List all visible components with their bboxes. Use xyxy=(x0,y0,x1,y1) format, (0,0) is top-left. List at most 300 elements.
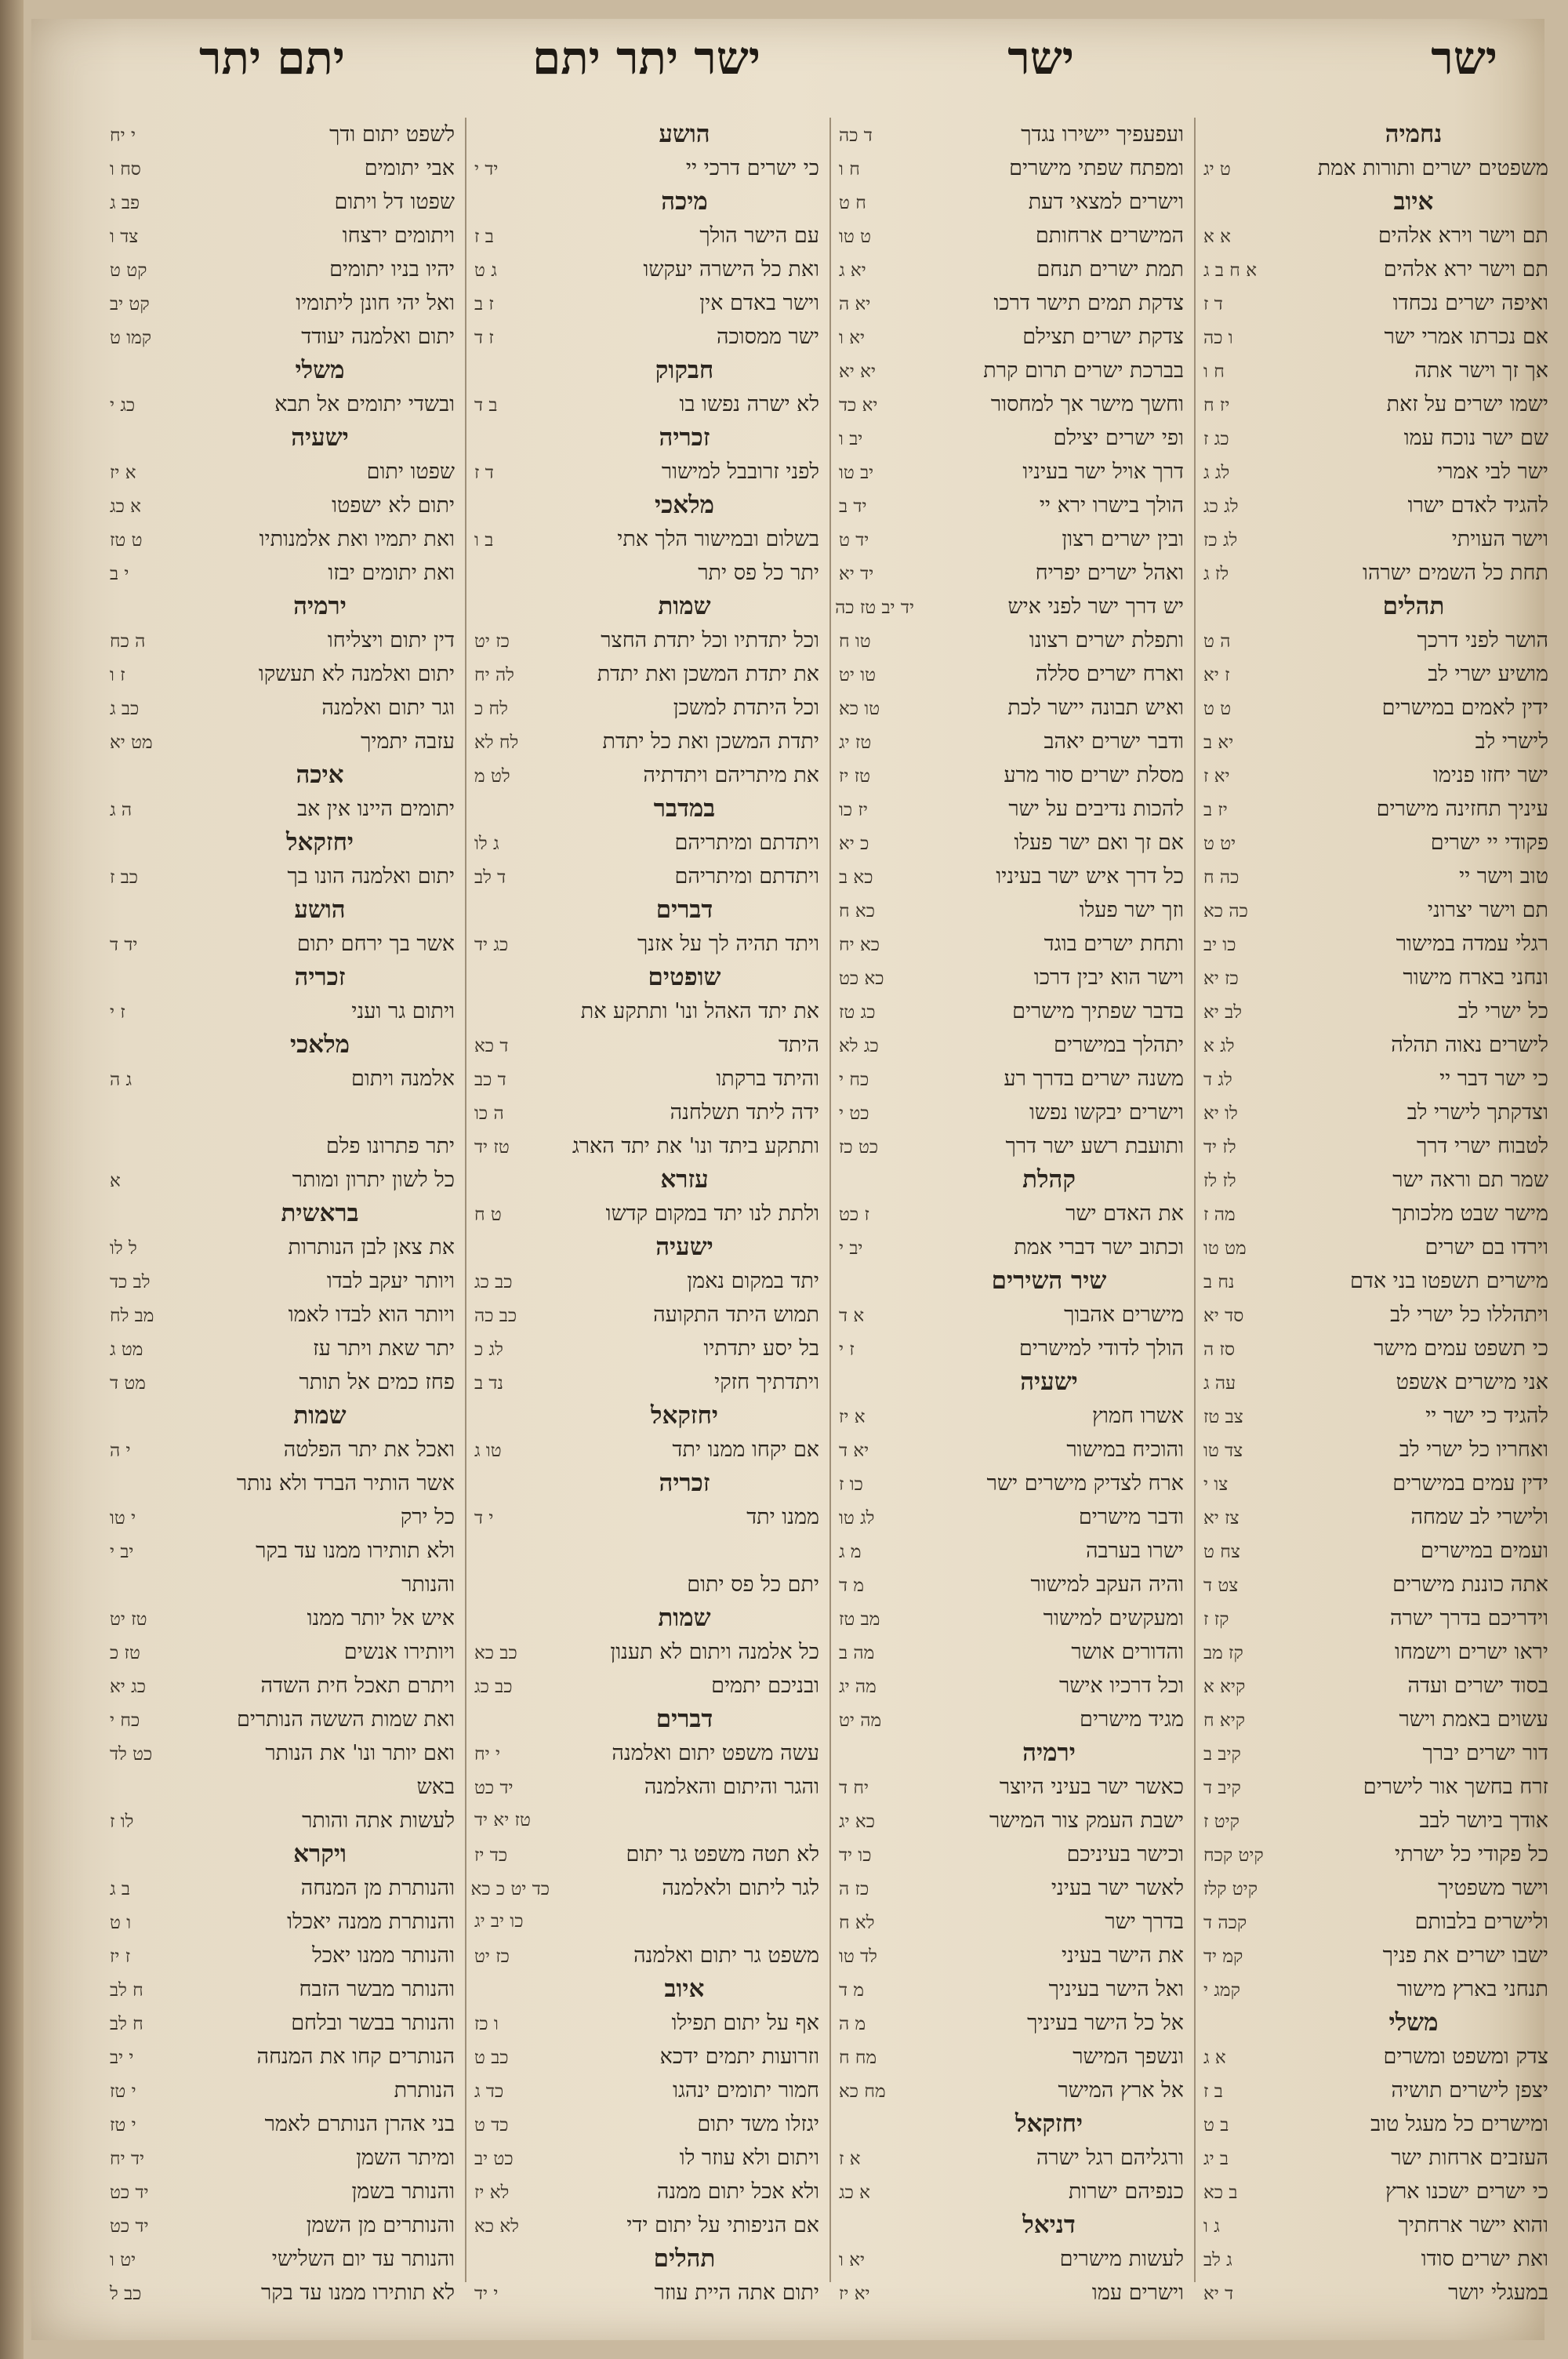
verse-fragment: ויותר הוא לבדו לאמו xyxy=(288,1303,455,1327)
verse-reference: מט ג xyxy=(110,1339,143,1360)
verse-reference: ז י xyxy=(839,1339,855,1360)
concordance-entry xyxy=(474,1804,819,1837)
verse-fragment: ורגליהם רגל ישרה xyxy=(1036,2146,1184,2170)
verse-reference: ט ט xyxy=(1203,699,1232,719)
verse-fragment: והנותר בשמן xyxy=(351,2179,455,2204)
verse-reference: כג טז xyxy=(839,1002,876,1023)
verse-fragment: ולא אכל יתום ממנה xyxy=(656,2179,819,2204)
concordance-entry xyxy=(839,185,1184,219)
concordance-entry xyxy=(839,893,1184,927)
verse-fragment: וחשך מישר אך למחסור xyxy=(990,392,1184,416)
verse-fragment: ודבר ישרים יאהב xyxy=(1044,729,1184,754)
verse-reference: טו ג xyxy=(474,1441,502,1461)
verse-fragment: יראו ישרים וישמחו xyxy=(1394,1640,1548,1664)
book-heading xyxy=(474,1163,819,1197)
verse-fragment: כאשר ישר בעיני היוצר xyxy=(999,1775,1184,1799)
verse-reference: קיט קלז xyxy=(1203,1879,1258,1899)
book-name: נחמיה xyxy=(1385,120,1443,148)
book-heading xyxy=(1203,185,1548,219)
concordance-entry xyxy=(110,1332,455,1365)
concordance-entry xyxy=(839,860,1184,893)
verse-reference: ח לב xyxy=(110,2014,143,2034)
verse-reference: כז יט xyxy=(474,631,510,652)
verse-reference: לא כא xyxy=(474,2216,519,2237)
verse-fragment: אני מישרים אשפט xyxy=(1396,1370,1548,1394)
verse-fragment: אם הניפותי על יתום ידי xyxy=(626,2213,819,2237)
book-heading xyxy=(110,590,455,623)
verse-fragment: ועפעפיך יישירו נגדך xyxy=(1021,122,1184,147)
concordance-entry xyxy=(839,657,1184,691)
book-heading xyxy=(474,1601,819,1635)
concordance-entry xyxy=(110,1669,455,1703)
book-heading xyxy=(110,826,455,860)
verse-fragment: עם הישר הולך xyxy=(699,224,819,248)
book-name: יחזקאל xyxy=(1014,2110,1083,2138)
concordance-entry xyxy=(474,1298,819,1332)
concordance-entry xyxy=(839,927,1184,961)
verse-reference: קז ז xyxy=(1203,1609,1229,1630)
verse-reference: לג כג xyxy=(1203,496,1239,517)
verse-reference: א ח ב ג xyxy=(1203,260,1258,281)
verse-fragment: תמת ישרים תנחם xyxy=(1036,257,1184,282)
verse-reference: ז י xyxy=(110,1002,125,1023)
verse-fragment: בני אהרן הנותרם לאמר xyxy=(264,2112,455,2136)
verse-reference: טז יט xyxy=(110,1609,147,1630)
concordance-entry xyxy=(1203,320,1548,354)
verse-fragment: ואת יתמיו ואת אלמנותיו xyxy=(259,527,455,551)
verse-reference: כז ה xyxy=(839,1879,869,1899)
concordance-entry xyxy=(1203,421,1548,455)
verse-reference: כו יב יג xyxy=(474,1911,524,1932)
verse-fragment: המישרים ארחותם xyxy=(1035,224,1184,248)
verse-reference: ט טז xyxy=(110,530,143,551)
verse-fragment: בדרך ישר xyxy=(1105,1910,1184,1934)
verse-fragment: וישר באדם אין xyxy=(699,291,819,315)
verse-fragment: תנחני בארץ מישור xyxy=(1396,1977,1548,2001)
concordance-entry xyxy=(1203,1230,1548,1264)
verse-reference: כה כא xyxy=(1203,901,1248,921)
concordance-entry xyxy=(1203,725,1548,758)
verse-fragment: מישר שבט מלכותך xyxy=(1392,1201,1548,1226)
verse-reference: כא יח xyxy=(839,935,880,955)
verse-fragment: ויתרם תאכל חית השדה xyxy=(260,1674,455,1698)
verse-reference: י יד xyxy=(474,2284,499,2304)
verse-reference: כא ח xyxy=(839,901,875,921)
verse-fragment: כל ישרי לב xyxy=(1457,999,1548,1023)
verse-fragment: אתה כוננת מישרים xyxy=(1392,1572,1548,1597)
verse-reference: כא כט xyxy=(839,969,884,989)
concordance-entry xyxy=(474,1264,819,1298)
verse-reference: לד טו xyxy=(839,1946,877,1967)
verse-fragment: ויותר יעקב לבדו xyxy=(326,1269,455,1293)
book-heading xyxy=(474,2242,819,2276)
verse-reference: קמ יד xyxy=(1203,1946,1243,1967)
verse-reference: מט יא xyxy=(110,732,153,753)
book-name: ישעיה xyxy=(1020,1368,1078,1396)
concordance-entry xyxy=(839,994,1184,1028)
verse-reference: כב כג xyxy=(474,1272,513,1292)
verse-fragment: תם וישר יצרוני xyxy=(1427,898,1548,922)
verse-fragment: במעגלי יושר xyxy=(1448,2281,1548,2305)
verse-reference: יב טו xyxy=(839,463,874,483)
concordance-entry xyxy=(1203,1601,1548,1635)
verse-fragment: וישר משפטיך xyxy=(1438,1876,1548,1900)
concordance-entry xyxy=(110,1298,455,1332)
concordance-entry xyxy=(110,455,455,489)
concordance-entry xyxy=(110,1264,455,1298)
concordance-entry xyxy=(110,1163,455,1197)
concordance-entry xyxy=(474,2276,819,2310)
verse-fragment: זרח בחשך אור לישרים xyxy=(1363,1775,1548,1799)
book-name: שופטים xyxy=(648,963,721,991)
verse-fragment: ישמו ישרים על זאת xyxy=(1386,392,1548,416)
verse-fragment: אודך ביושר לבב xyxy=(1419,1808,1548,1833)
concordance-entry xyxy=(110,2208,455,2242)
concordance-entry xyxy=(1203,994,1548,1028)
verse-fragment: אבי יתומים xyxy=(364,156,455,180)
concordance-entry xyxy=(474,1770,819,1804)
verse-fragment: שפטו דל ויתום xyxy=(334,190,455,214)
verse-fragment: ויתהללו כל ישרי לב xyxy=(1390,1303,1548,1327)
verse-fragment: כל ירק xyxy=(400,1505,455,1529)
verse-reference: מב לח xyxy=(110,1306,154,1326)
concordance-entry xyxy=(474,2006,819,2040)
verse-reference: ז ב xyxy=(474,294,494,314)
verse-reference: קט יב xyxy=(110,294,150,314)
concordance-entry xyxy=(839,1298,1184,1332)
verse-fragment: כל פקודי כל ישרתי xyxy=(1395,1842,1548,1866)
concordance-entry xyxy=(474,2141,819,2175)
verse-fragment: יהיו בניו יתומים xyxy=(329,257,455,282)
verse-reference: טז יג xyxy=(839,732,872,753)
verse-fragment: ולישרים בלבותם xyxy=(1414,1910,1548,1934)
verse-reference: ז ו xyxy=(110,665,125,685)
verse-reference: כז יא xyxy=(1203,969,1239,989)
concordance-entry xyxy=(839,623,1184,657)
verse-reference: יד ב xyxy=(839,496,867,517)
book-heading xyxy=(110,1028,455,1062)
concordance-entry xyxy=(474,1129,819,1163)
book-name: חבקוק xyxy=(655,356,714,384)
concordance-entry xyxy=(474,455,819,489)
verse-fragment: עיניך תחזינה מישרים xyxy=(1376,797,1548,821)
verse-fragment: לאשר ישר בעיני xyxy=(1051,1876,1184,1900)
book-heading xyxy=(474,961,819,994)
concordance-entry xyxy=(839,1062,1184,1096)
verse-fragment: ולישרי לב שמחה xyxy=(1410,1505,1548,1529)
concordance-entry xyxy=(110,151,455,185)
verse-fragment: ואת כל הישרה יעקשו xyxy=(643,257,819,282)
verse-fragment: והגר והיתום והאלמנה xyxy=(644,1775,819,1799)
verse-fragment: ומיתר השמן xyxy=(356,2146,455,2170)
verse-fragment: ויתומים ירצחו xyxy=(342,224,455,248)
verse-reference: סד יא xyxy=(1203,1306,1244,1326)
verse-fragment: את הישר בעיני xyxy=(1061,1943,1184,1968)
concordance-entry xyxy=(839,421,1184,455)
verse-reference: יז כו xyxy=(839,800,868,820)
concordance-entry xyxy=(839,1939,1184,1972)
verse-reference: מט ד xyxy=(110,1373,146,1394)
concordance-entry xyxy=(474,151,819,185)
verse-reference: כב ל xyxy=(110,2284,142,2304)
verse-reference: ז ד xyxy=(474,328,494,348)
book-name: שמות xyxy=(658,592,711,620)
verse-fragment: ונשפך המישר xyxy=(1073,2045,1184,2069)
verse-fragment: ותחת ישרים בוגד xyxy=(1044,932,1184,956)
concordance-entry xyxy=(1203,1163,1548,1197)
verse-fragment: ובין ישרים רצון xyxy=(1062,527,1184,551)
verse-fragment: שם ישר נוכח עמו xyxy=(1403,426,1548,450)
concordance-entry xyxy=(839,1905,1184,1939)
verse-fragment: אם נכרתו אמרי ישר xyxy=(1384,325,1548,349)
verse-fragment: ואת יתומים יבזו xyxy=(328,561,455,585)
book-name: תהלים xyxy=(653,2245,716,2273)
book-heading xyxy=(839,2107,1184,2141)
book-heading xyxy=(474,354,819,387)
verse-fragment: וישר העויתי xyxy=(1451,527,1548,551)
verse-reference: כג יד xyxy=(474,935,509,955)
verse-fragment: חמור יתומים ינהגו xyxy=(673,2078,819,2103)
verse-fragment: יתום אתה היית עוזר xyxy=(654,2281,819,2305)
concordance-entry xyxy=(1203,2141,1548,2175)
concordance-entry xyxy=(110,657,455,691)
concordance-entry xyxy=(474,1096,819,1129)
verse-reference: צז יא xyxy=(1203,1508,1240,1528)
verse-fragment: ותפלת ישרים רצונו xyxy=(1029,628,1184,652)
concordance-entry xyxy=(110,1939,455,1972)
verse-reference: קיט קכח xyxy=(1203,1845,1264,1866)
book-heading xyxy=(474,1972,819,2006)
concordance-entry xyxy=(839,2006,1184,2040)
verse-reference: לה יח xyxy=(474,665,514,685)
book-spine xyxy=(0,0,24,2359)
verse-reference: צב טז xyxy=(1203,1407,1243,1427)
concordance-entry xyxy=(474,556,819,590)
verse-reference: לג ג xyxy=(1203,463,1230,483)
concordance-entry xyxy=(1203,1905,1548,1939)
verse-fragment: כי ישרים ישכנו ארץ xyxy=(1385,2179,1548,2204)
book-name: הושע xyxy=(659,120,710,148)
concordance-entry xyxy=(110,1534,455,1568)
verse-fragment: מגיד מישרים xyxy=(1080,1707,1184,1732)
verse-reference: כט לד xyxy=(110,1744,153,1765)
verse-fragment: ואל יהי חונן ליתומיו xyxy=(296,291,455,315)
concordance-entry xyxy=(839,489,1184,522)
concordance-entry xyxy=(474,860,819,893)
verse-reference: יד כט xyxy=(110,2183,149,2203)
book-heading xyxy=(110,758,455,792)
concordance-entry xyxy=(839,522,1184,556)
verse-reference: לב יא xyxy=(1203,1002,1242,1023)
book-name: ישעיה xyxy=(655,1233,713,1261)
concordance-entry xyxy=(474,320,819,354)
running-header-col-2: ישר xyxy=(1007,31,1074,85)
verse-fragment: יתדת המשכן ואת כל יתדת xyxy=(602,729,819,754)
concordance-entry xyxy=(1203,860,1548,893)
verse-reference: לג כ xyxy=(474,1339,503,1360)
verse-reference: פב ג xyxy=(110,193,140,213)
verse-reference: כג י xyxy=(110,395,136,416)
book-name: בראשית xyxy=(281,1199,359,1227)
concordance-column-1 xyxy=(1203,118,1548,2305)
verse-fragment: משפטים ישרים ותורות אמת xyxy=(1317,156,1548,180)
verse-fragment: שמר תם וראה ישר xyxy=(1392,1168,1548,1192)
verse-fragment: ויתום גר ועני xyxy=(351,999,455,1023)
verse-reference: כא ב xyxy=(839,867,873,888)
book-name: זכריה xyxy=(294,963,346,991)
concordance-entry xyxy=(839,1669,1184,1703)
verse-fragment: יתום ואלמנה יעודד xyxy=(301,325,455,349)
concordance-entry xyxy=(474,1433,819,1467)
verse-reference: לו יא xyxy=(1203,1103,1238,1124)
verse-reference: ב ט xyxy=(1203,2115,1229,2135)
verse-reference: י יח xyxy=(110,125,136,146)
verse-fragment: אשר בך ירחם יתום xyxy=(296,932,455,956)
verse-fragment: ואם יותר ונו' את הנותר xyxy=(265,1741,455,1765)
verse-fragment: אל ארץ המישר xyxy=(1058,2078,1184,2103)
verse-fragment: ידה ליתד תשלחנה xyxy=(670,1100,819,1125)
verse-fragment: את יתד האהל ונו' ותתקע את xyxy=(580,999,819,1023)
verse-reference: מ ג xyxy=(839,1542,862,1562)
verse-fragment: והיתד ברקתו xyxy=(716,1067,819,1091)
book-heading xyxy=(839,1365,1184,1399)
book-name: ישעיה xyxy=(291,423,349,452)
verse-reference: ג ו xyxy=(1203,2216,1220,2237)
verse-fragment: וידריכם בדרך ישרה xyxy=(1389,1606,1548,1630)
concordance-entry xyxy=(1203,927,1548,961)
concordance-entry xyxy=(839,556,1184,590)
verse-fragment: יתום לא ישפטו xyxy=(332,493,455,518)
verse-fragment: אך זך וישר אתה xyxy=(1414,358,1548,383)
concordance-entry xyxy=(839,2141,1184,2175)
verse-fragment: יתר שאת ויתר עז xyxy=(313,1336,455,1361)
concordance-entry xyxy=(839,455,1184,489)
concordance-entry xyxy=(110,2107,455,2141)
concordance-entry xyxy=(470,1871,819,1905)
verse-fragment: ויתד תהיה לך על אזנך xyxy=(637,932,819,956)
verse-fragment: וגר יתום ואלמנה xyxy=(321,696,455,720)
verse-reference: כו ז xyxy=(839,1474,863,1495)
verse-fragment: בשלום ובמישור הלך אתי xyxy=(617,527,819,551)
book-name: מלאכי xyxy=(289,1030,350,1059)
verse-reference: כא יג xyxy=(839,1812,875,1832)
concordance-entry xyxy=(474,1028,819,1062)
book-name: איוב xyxy=(664,1975,705,2003)
verse-reference: ד לב xyxy=(474,867,506,888)
book-name: איוב xyxy=(1393,187,1434,216)
concordance-entry xyxy=(1203,1736,1548,1770)
verse-reference: טו יט xyxy=(839,665,877,685)
concordance-entry xyxy=(474,691,819,725)
concordance-entry xyxy=(1203,286,1548,320)
concordance-entry xyxy=(1203,623,1548,657)
column-rule xyxy=(829,118,831,2282)
concordance-entry xyxy=(839,2074,1184,2107)
verse-fragment: לישרי לב xyxy=(1475,729,1548,754)
book-name: ירמיה xyxy=(293,592,347,620)
verse-reference: כב כא xyxy=(474,1643,517,1663)
verse-fragment: וזך ישר פעלו xyxy=(1079,898,1184,922)
verse-fragment: ולתת לנו יתד במקום קדשו xyxy=(605,1201,819,1226)
book-name: יחזקאל xyxy=(285,828,354,856)
verse-reference: מ ד xyxy=(839,1980,865,2001)
verse-reference: יד יא xyxy=(839,564,874,584)
book-heading xyxy=(474,1467,819,1500)
concordance-entry xyxy=(474,1332,819,1365)
verse-reference: לב כד xyxy=(110,1272,151,1292)
book-name: ירמיה xyxy=(1022,1739,1076,1767)
concordance-entry xyxy=(1203,1298,1548,1332)
concordance-entry xyxy=(474,1736,819,1770)
concordance-entry xyxy=(1203,1433,1548,1467)
verse-reference: ד יא xyxy=(1203,2284,1234,2304)
verse-fragment: ואחריו כל ישרי לב xyxy=(1399,1438,1548,1462)
verse-fragment: ופי ישרים יצילם xyxy=(1053,426,1184,450)
verse-reference: נח ב xyxy=(1203,1272,1235,1292)
verse-fragment: ישר לבי אמרי xyxy=(1437,460,1548,484)
book-name: איכה xyxy=(296,761,344,789)
verse-fragment: ותתקע ביתד ונו' את יתד הארג xyxy=(572,1134,819,1158)
verse-fragment: כי ישרים דרכי יי xyxy=(685,156,819,180)
verse-fragment: להכות נדיבים על ישר xyxy=(1008,797,1184,821)
verse-fragment: וישרים למצאי דעת xyxy=(1028,190,1184,214)
verse-fragment: ואהל ישרים יפריח xyxy=(1035,561,1184,585)
concordance-entry xyxy=(110,1129,455,1163)
verse-reference: מה ז xyxy=(1203,1205,1236,1225)
concordance-entry xyxy=(110,1230,455,1264)
verse-reference: ב ז xyxy=(474,227,494,247)
verse-fragment: והיה העקב למישור xyxy=(1030,1572,1184,1597)
verse-reference: י יח xyxy=(474,1744,500,1765)
verse-reference: יא ו xyxy=(839,2250,866,2270)
concordance-entry xyxy=(110,1500,455,1534)
verse-reference: כז יט xyxy=(474,1946,510,1967)
concordance-entry xyxy=(1203,2074,1548,2107)
concordance-entry xyxy=(839,1568,1184,1601)
verse-reference: ד כא xyxy=(474,1036,509,1056)
verse-reference: ב ז xyxy=(1203,2081,1223,2102)
concordance-entry xyxy=(110,2040,455,2074)
concordance-entry xyxy=(1203,1568,1548,1601)
concordance-entry xyxy=(839,1770,1184,1804)
book-heading xyxy=(474,893,819,927)
verse-fragment: מישרים אהבוך xyxy=(1064,1303,1184,1327)
book-heading xyxy=(474,1703,819,1736)
verse-reference: ח ו xyxy=(1203,362,1225,382)
verse-reference: יט ו xyxy=(110,2250,136,2270)
verse-fragment: לא תותירו ממנו עד בקר xyxy=(261,2281,455,2305)
verse-reference: ח ו xyxy=(839,159,860,180)
verse-fragment: משנה ישרים בדרך רע xyxy=(1004,1067,1184,1091)
verse-reference: ד ז xyxy=(474,463,494,483)
verse-reference: י ד xyxy=(474,1508,494,1528)
concordance-entry xyxy=(1203,1635,1548,1669)
concordance-entry xyxy=(1203,1332,1548,1365)
verse-fragment: וישרים יבקשו נפשו xyxy=(1029,1100,1184,1125)
concordance-entry xyxy=(110,1804,455,1837)
verse-fragment: עזבה יתמיך xyxy=(361,729,455,754)
concordance-column-2 xyxy=(835,118,1184,2305)
concordance-entry xyxy=(474,1365,819,1399)
verse-fragment: לטבוח ישרי דרך xyxy=(1416,1134,1548,1158)
concordance-entry xyxy=(110,253,455,286)
verse-reference: צד טו xyxy=(1203,1441,1243,1461)
concordance-entry xyxy=(474,219,819,253)
concordance-entry xyxy=(110,556,455,590)
concordance-entry xyxy=(110,792,455,826)
verse-fragment: וכתוב ישר דברי אמת xyxy=(1014,1235,1184,1259)
verse-fragment: העזבים ארחות ישר xyxy=(1391,2146,1548,2170)
